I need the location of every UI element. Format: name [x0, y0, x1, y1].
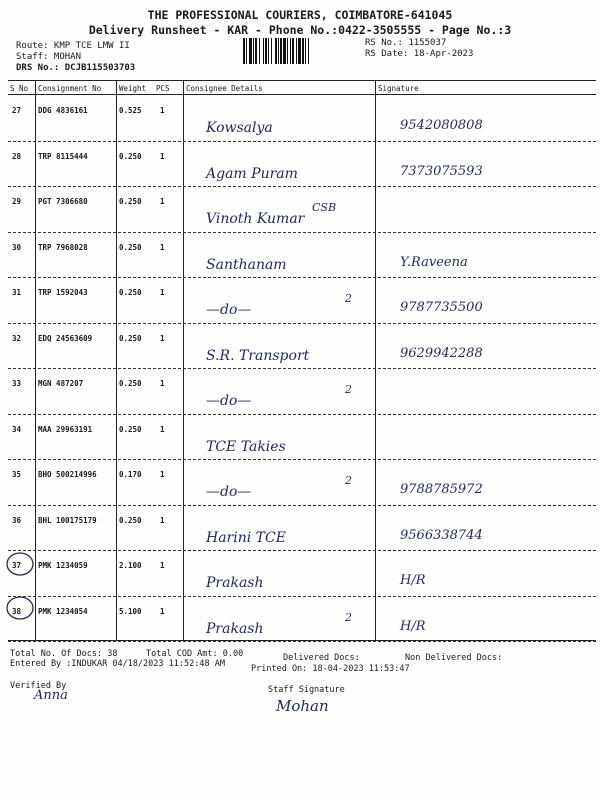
row-sno: 30 [12, 242, 22, 252]
row-separator [8, 505, 596, 506]
row-pcs: 1 [160, 424, 165, 434]
row-weight: 0.250 [119, 424, 142, 434]
row-consignee: —do— [206, 302, 252, 318]
col-header-consignee: Consignee Details [186, 84, 263, 93]
table-top-rule [8, 80, 596, 81]
col-header-consignment: Consignment No [38, 84, 102, 93]
row-sno: 36 [12, 515, 22, 525]
row-consignee: S.R. Transport [206, 347, 310, 364]
row-sno: 32 [12, 333, 22, 343]
rs-date: RS Date: 18-Apr-2023 [365, 49, 474, 59]
barcode [243, 38, 358, 64]
runsheet-subtitle: Delivery Runsheet - KAR - Phone No.:0422-3505555 - Page No.:3 [88, 23, 512, 37]
row-consignment-no: EDQ 24563609 [38, 333, 93, 343]
staff-signature: Mohan [276, 697, 329, 715]
row-separator [8, 459, 596, 460]
row-consignee-note: 2 [345, 292, 352, 305]
row-sno: 37 [12, 561, 22, 570]
row-consignee-note: 2 [345, 474, 352, 487]
row-consignment-no: DDG 4836161 [38, 106, 88, 115]
verified-by-label: Verified By [10, 681, 67, 691]
row-signature: 9542080808 [400, 118, 483, 133]
staff-signature-label: Staff Signature [268, 685, 345, 695]
company-title: THE PROFESSIONAL COURIERS, COIMBATORE-641045 [147, 8, 453, 22]
route-label: Route: KMP TCE LMW II [16, 41, 130, 51]
row-consignment-no: MAA 29963191 [38, 424, 93, 434]
row-pcs: 1 [160, 288, 165, 297]
row-weight: 0.250 [119, 333, 142, 343]
row-weight: 0.250 [119, 151, 142, 161]
table-header-rule [8, 94, 596, 95]
row-consignee: —do— [206, 484, 252, 500]
row-consignee: Harini TCE [206, 529, 286, 546]
row-pcs: 1 [160, 470, 165, 479]
row-pcs: 1 [160, 515, 165, 525]
row-separator [8, 368, 596, 369]
row-consignment-no: BHL 100175179 [38, 515, 97, 525]
table-bottom-rule [8, 640, 596, 641]
col-divider [116, 80, 117, 640]
row-sno: 29 [12, 197, 22, 206]
row-pcs: 1 [160, 242, 165, 252]
row-consignee: —do— [206, 393, 252, 409]
row-consignee: Agam Puram [206, 165, 298, 182]
row-signature: 9787735500 [400, 300, 483, 315]
row-sno: 31 [12, 288, 22, 297]
row-separator [8, 550, 596, 551]
col-header-sno: S No [10, 84, 29, 93]
row-consignee: Prakash [206, 575, 264, 591]
row-consignment-no: TRP 8115444 [38, 151, 88, 161]
row-signature: H/R [400, 573, 426, 588]
row-separator [8, 596, 596, 597]
row-signature: 9566338744 [400, 527, 483, 543]
verified-signature: Anna [34, 688, 68, 703]
row-weight: 0.250 [119, 197, 142, 206]
row-sno: 27 [12, 106, 22, 115]
row-weight: 0.250 [119, 242, 142, 252]
row-separator [8, 414, 596, 415]
row-weight: 2.100 [119, 561, 142, 570]
row-consignee-note: 2 [345, 383, 352, 396]
row-pcs: 1 [160, 197, 165, 206]
rs-number: RS No.: 1155037 [365, 38, 447, 48]
row-consignment-no: TRP 1592043 [38, 288, 88, 297]
row-pcs: 1 [160, 606, 165, 616]
non-delivered-docs: Non Delivered Docs: [405, 653, 503, 663]
row-consignee: Vinoth Kumar [206, 211, 305, 227]
row-separator [8, 641, 596, 642]
row-consignment-no: TRP 7968028 [38, 242, 88, 252]
row-signature: 9788785972 [400, 482, 483, 497]
row-signature: 9629942288 [400, 345, 483, 361]
row-weight: 5.100 [119, 606, 142, 616]
row-pcs: 1 [160, 379, 165, 388]
row-consignment-no: PMK 1234054 [38, 606, 88, 616]
row-consignment-no: MGN 487207 [38, 379, 84, 388]
row-consignee-note: 2 [345, 610, 352, 624]
entered-by: Entered By :INDUKAR 04/18/2023 11:52:48 AM [10, 659, 225, 669]
total-cod: Total COD Amt: 0.00 [146, 649, 244, 659]
row-pcs: 1 [160, 151, 165, 161]
row-consignment-no: PMK 1234059 [38, 561, 88, 570]
col-header-weight: Weight [119, 84, 147, 93]
total-docs: Total No. Of Docs: 38 [10, 649, 118, 659]
row-signature: Y.Raveena [400, 254, 468, 270]
row-weight: 0.250 [119, 379, 142, 388]
row-sno: 34 [12, 424, 22, 434]
row-weight: 0.170 [119, 470, 142, 479]
col-divider [375, 80, 376, 640]
row-separator [8, 186, 596, 187]
row-sno: 28 [12, 151, 22, 161]
row-consignee: Prakash [206, 620, 264, 637]
row-weight: 0.250 [119, 515, 142, 525]
row-separator [8, 323, 596, 324]
row-consignee: Santhanam [206, 256, 287, 273]
delivered-docs: Delivered Docs: [283, 653, 360, 663]
col-divider [183, 80, 184, 640]
row-signature: 7373075593 [400, 163, 483, 179]
row-consignment-no: BHO 500214996 [38, 470, 97, 479]
row-separator [8, 141, 596, 142]
printed-on: Printed On: 18-04-2023 11:53:47 [251, 664, 410, 674]
row-separator [8, 232, 596, 233]
row-weight: 0.525 [119, 106, 142, 115]
staff-label: Staff: MOHAN [16, 52, 82, 62]
drs-number: DRS No.: DCJB115503703 [16, 63, 136, 73]
row-weight: 0.250 [119, 288, 142, 297]
row-pcs: 1 [160, 333, 165, 343]
row-separator [8, 277, 596, 278]
row-number-circles [4, 550, 36, 620]
row-pcs: 1 [160, 106, 165, 115]
row-consignee: TCE Takies [206, 438, 286, 455]
col-header-signature: Signature [378, 84, 419, 93]
row-pcs: 1 [160, 561, 165, 570]
row-signature: H/R [400, 618, 426, 634]
row-consignment-no: PGT 7306680 [38, 197, 88, 206]
row-sno: 38 [12, 606, 22, 616]
row-consignee-note: CSB [312, 201, 337, 214]
row-sno: 33 [12, 379, 22, 388]
row-consignee: Kowsalya [206, 120, 273, 136]
row-sno: 35 [12, 470, 22, 479]
col-header-pcs: PCS [156, 84, 170, 93]
